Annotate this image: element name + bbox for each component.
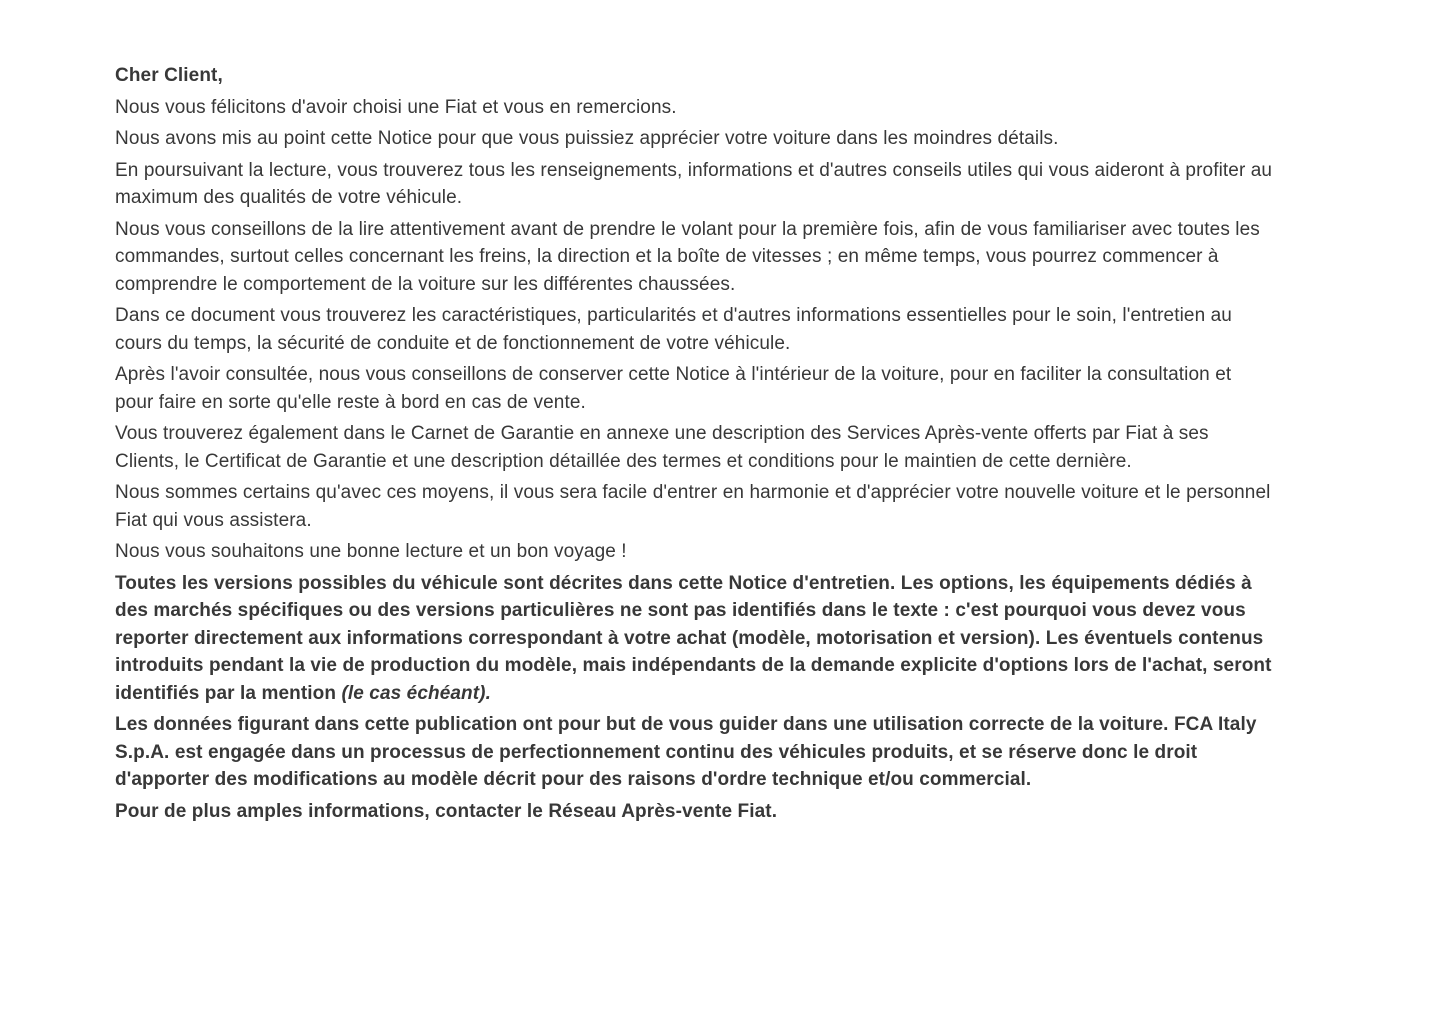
intro-paragraph-1: Nous vous félicitons d'avoir choisi une Fiat et vous en remercions. [115, 96, 677, 118]
data-disclaimer-paragraph: Les données figurant dans cette publication ont pour but de vous guider dans une utilisation correcte de la voiture. FCA Italy S.p.A. est engagée dans un processus de perfectionnement continu des véhicules produits, et se réserve donc le droit d'apporter des modifications au modèle décrit pour des raisons d'ordre technique et/ou commercial. [115, 714, 1257, 790]
versions-notice-text: Toutes les versions possibles du véhicule sont décrites dans cette Notice d'entretien. Les options, les équipements dédiés à des marchés spécifiques ou des versions particulières ne sont pas identifiés dans le texte : c'est pourquoi vous devez vous reporter directement aux informations correspondant à votre achat (modèle, motorisation et version). Les éventuels contenus introduits pendant la vie de production du modèle, mais indépendants de la demande explicite d'options lors de l'achat, seront identifiés par la mention [115, 572, 1272, 704]
salutation: Cher Client, [115, 65, 223, 86]
versions-notice-paragraph [115, 570, 1275, 708]
text-block [115, 62, 1275, 825]
contact-paragraph: Pour de plus amples informations, contacter le Réseau Après-vente Fiat. [115, 800, 778, 822]
intro-paragraph-6: Après l'avoir consultée, nous vous conseillons de conserver cette Notice à l'intérieur de la voiture, pour en faciliter la consultation et pour faire en sorte qu'elle reste à bord en cas de vente. [115, 364, 1232, 413]
intro-paragraph-9: Nous vous souhaitons une bonne lecture et un bon voyage ! [115, 541, 627, 562]
intro-paragraph-8: Nous sommes certains qu'avec ces moyens, il vous sera facile d'entrer en harmonie et d'apprécier votre nouvelle voiture et le personnel Fiat qui vous assistera. [115, 482, 1271, 531]
versions-notice-italic-suffix: (le cas échéant). [341, 682, 491, 704]
intro-paragraph-5: Dans ce document vous trouverez les caractéristiques, particularités et d'autres informations essentielles pour le soin, l'entretien au cours du temps, la sécurité de conduite et de fonctionnement de votre véhicule. [115, 305, 1232, 354]
intro-paragraph-7: Vous trouverez également dans le Carnet de Garantie en annexe une description des Services Après-vente offerts par Fiat à ses Clients, le Certificat de Garantie et une description détaillée des termes et conditions pour le maintien de cette dernière. [115, 423, 1209, 472]
intro-paragraph-4: Nous vous conseillons de la lire attentivement avant de prendre le volant pour la première fois, afin de vous familiariser avec toutes les commandes, surtout celles concernant les freins, la direction et la boîte de vitesses ; en même temps, vous pourrez commencer à comprendre le comportement de la voiture sur les différentes chaussées. [115, 218, 1260, 295]
intro-paragraph-3: En poursuivant la lecture, vous trouverez tous les renseignements, informations et d'autres conseils utiles qui vous aideront à profiter au maximum des qualités de votre véhicule. [115, 159, 1273, 208]
intro-paragraph-2: Nous avons mis au point cette Notice pour que vous puissiez apprécier votre voiture dans les moindres détails. [115, 128, 1059, 149]
